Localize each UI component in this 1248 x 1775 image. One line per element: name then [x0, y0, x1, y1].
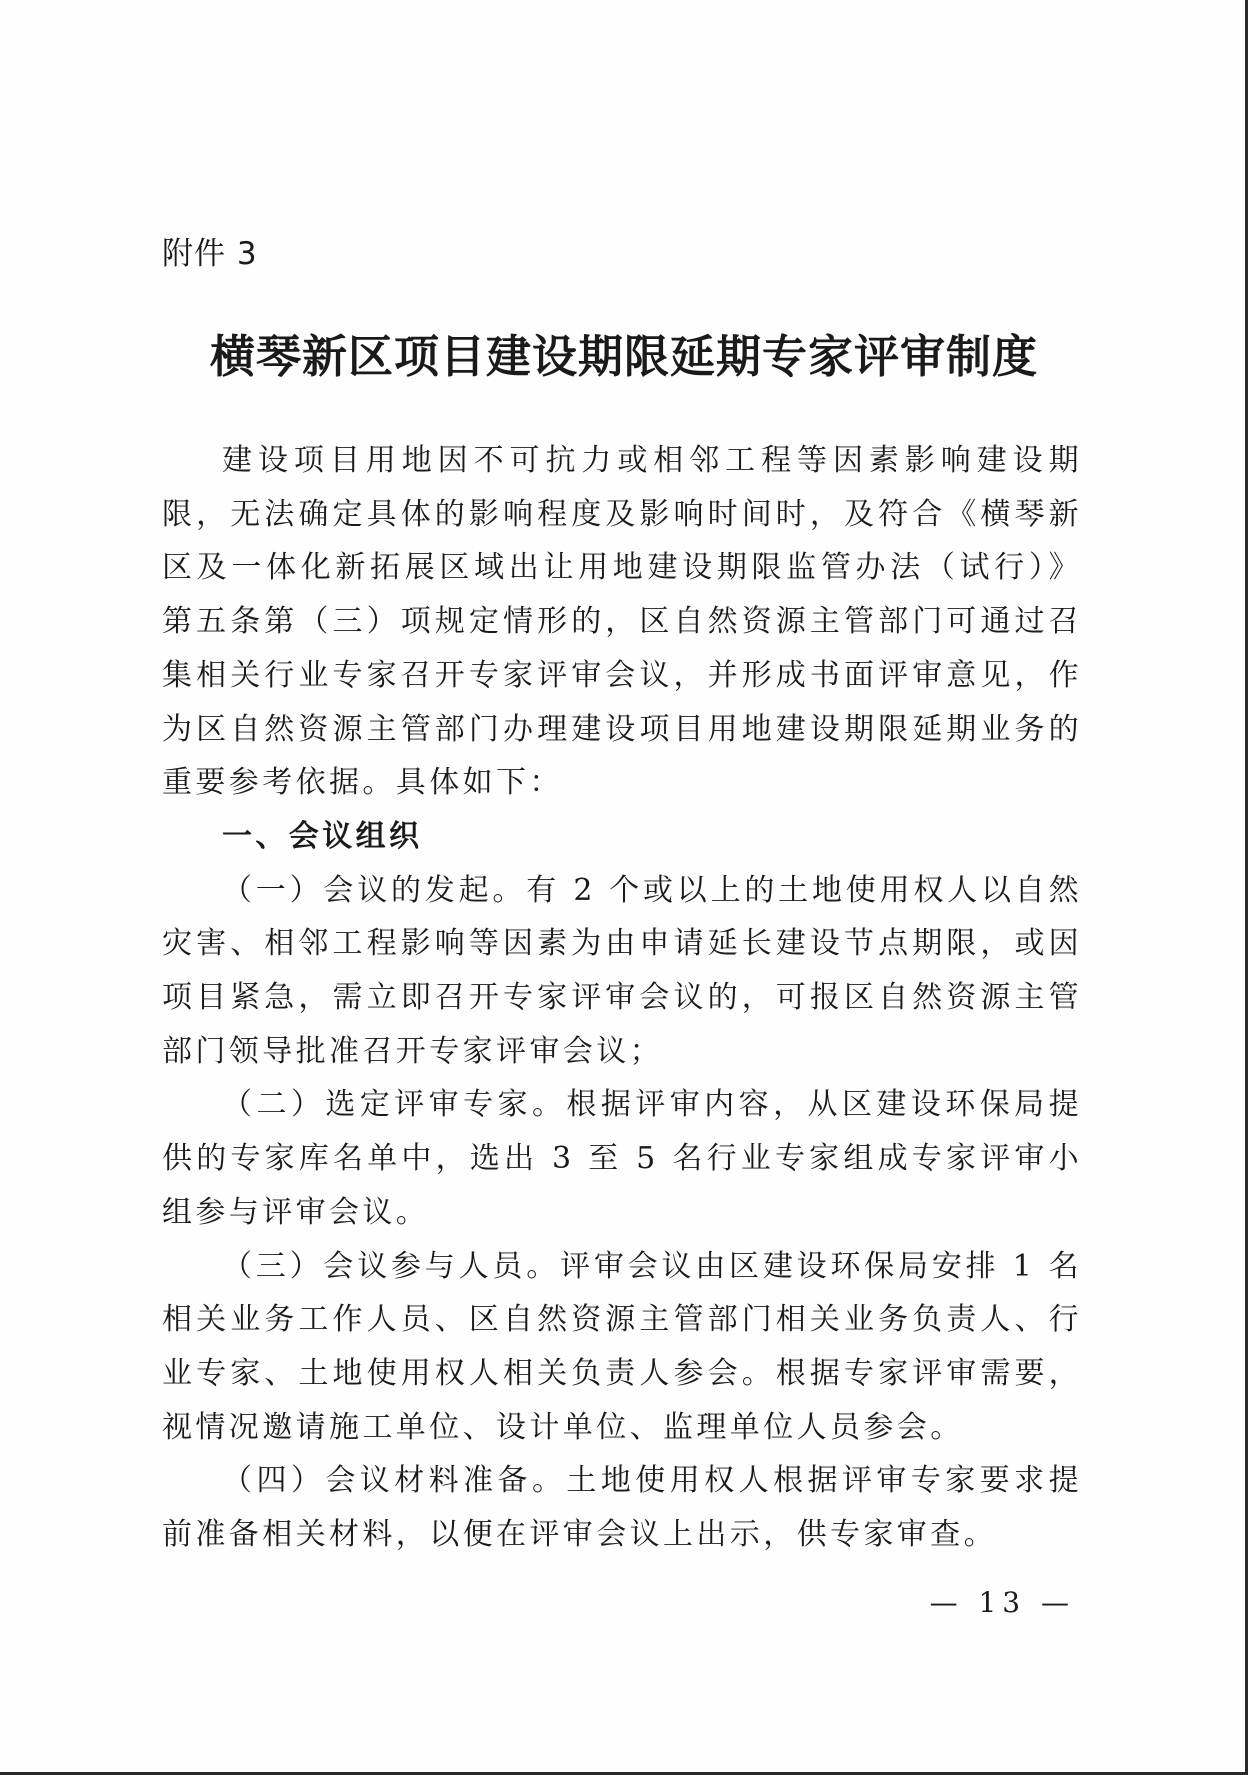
document-title: 横琴新区项目建设期限延期专家评审制度 — [209, 330, 1038, 383]
intro-paragraph: 建设项目用地因不可抗力或相邻工程等因素影响建设期限，无法确定具体的影响程度及影响时间时，及符合《横琴新区及一体化新拓展区域出让用地建设期限监管办法（试行）》第五条第（三）项规定情形的，区自然资源主管部门可通过召集相关行业专家召开专家评审会议，并形成书面评审意见，作为区自然资源主管部门办理建设项目用地建设期限延期业务的重要参考依据。具体如下： — [162, 443, 1082, 801]
item-meeting-initiation: （一）会议的发起。有 2 个或以上的土地使用权人以自然灾害、相邻工程影响等因素为由申请延长建设节点期限，或因项目紧急，需立即召开专家评审会议的，可报区自然资源主管部门领导批准召开专家评审会议； — [162, 872, 1082, 1069]
attachment-label: 附件 3 — [162, 236, 258, 272]
section-heading-meeting-organization: 一、会议组织 — [222, 818, 423, 854]
item-select-experts: （二）选定评审专家。根据评审内容，从区建设环保局提供的专家库名单中，选出 3 至 5 名行业专家组成专家评审小组参与评审会议。 — [162, 1087, 1082, 1230]
item-meeting-materials: （四）会议材料准备。土地使用权人根据评审专家要求提前准备相关材料，以便在评审会议上出示，供专家审查。 — [162, 1463, 1082, 1553]
document-body — [162, 434, 1082, 1562]
page-number: — 13 — — [929, 1586, 1075, 1619]
item-meeting-participants: （三）会议参与人员。评审会议由区建设环保局安排 1 名相关业务工作人员、区自然资源主管部门相关业务负责人、行业专家、土地使用权人相关负责人参会。根据专家评审需要，视情况邀请施工单位、设计单位、监理单位人员参会。 — [162, 1248, 1082, 1445]
